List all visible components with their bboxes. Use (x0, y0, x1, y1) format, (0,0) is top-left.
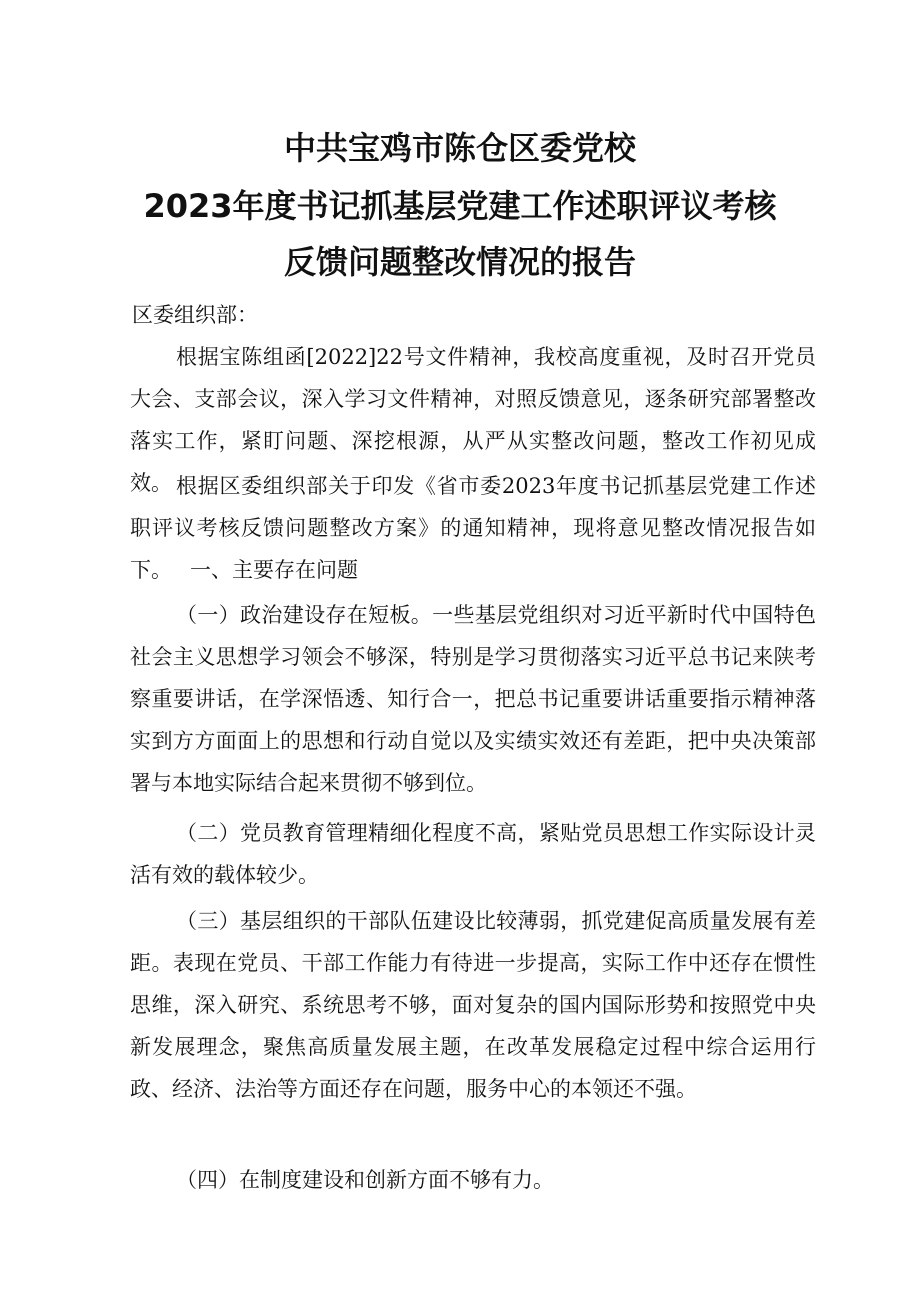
paragraph-intro-2: 根据区委组织部关于印发《省市委2023年度书记抓基层党建工作述职评议考核反馈问题整改方案》的通知精神，现将意见整改情况报告如下。 (130, 474, 816, 582)
section-heading-problems: 一、主要存在问题 (190, 558, 358, 582)
problem-item-3: （三）基层组织的干部队伍建设比较薄弱，抓党建促高质量发展有差距。表现在党员、干部工作能力有待进一步提高，实际工作中还存在惯性思维，深入研究、系统思考不够，面对复杂的国内国际形势和按照党中央新发展理念，聚焦高质量发展主题，在改革发展稳定过程中综合运用行政、经济、法治等方面还存在问题，服务中心的本领还不强。 (130, 909, 816, 1101)
document-title-line-1: 中共宝鸡市陈仓区委党校 (283, 129, 636, 167)
problem-item-2: （二）党员教育管理精细化程度不高，紧贴党员思想工作实际设计灵活有效的载体较少。 (130, 821, 816, 887)
salutation: 区委组织部： (132, 303, 258, 327)
document-title-line-2: 2023年度书记抓基层党建工作述职评议考核 (143, 187, 777, 225)
problem-item-1: （一）政治建设存在短板。一些基层党组织对习近平新时代中国特色社会主义思想学习领会不够深，特别是学习贯彻落实习近平总书记来陕考察重要讲话，在学深悟透、知行合一，把总书记重要讲话重要指示精神落实到方方面面上的思想和行动自觉以及实绩实效还有差距，把中央决策部署与本地实际结合起来贯彻不够到位。 (130, 603, 816, 795)
paragraph-intro-1: 根据宝陈组函[2022]22号文件精神，我校高度重视，及时召开党员大会、支部会议，深入学习文件精神，对照反馈意见，逐条研究部署整改落实工作，紧盯问题、深挖根源，从严从实整改问题，整改工作初见成效。 (130, 345, 816, 495)
problem-item-4: （四）在制度建设和创新方面不够有力。 (176, 1168, 554, 1192)
document-title-line-3: 反馈问题整改情况的报告 (283, 243, 636, 281)
